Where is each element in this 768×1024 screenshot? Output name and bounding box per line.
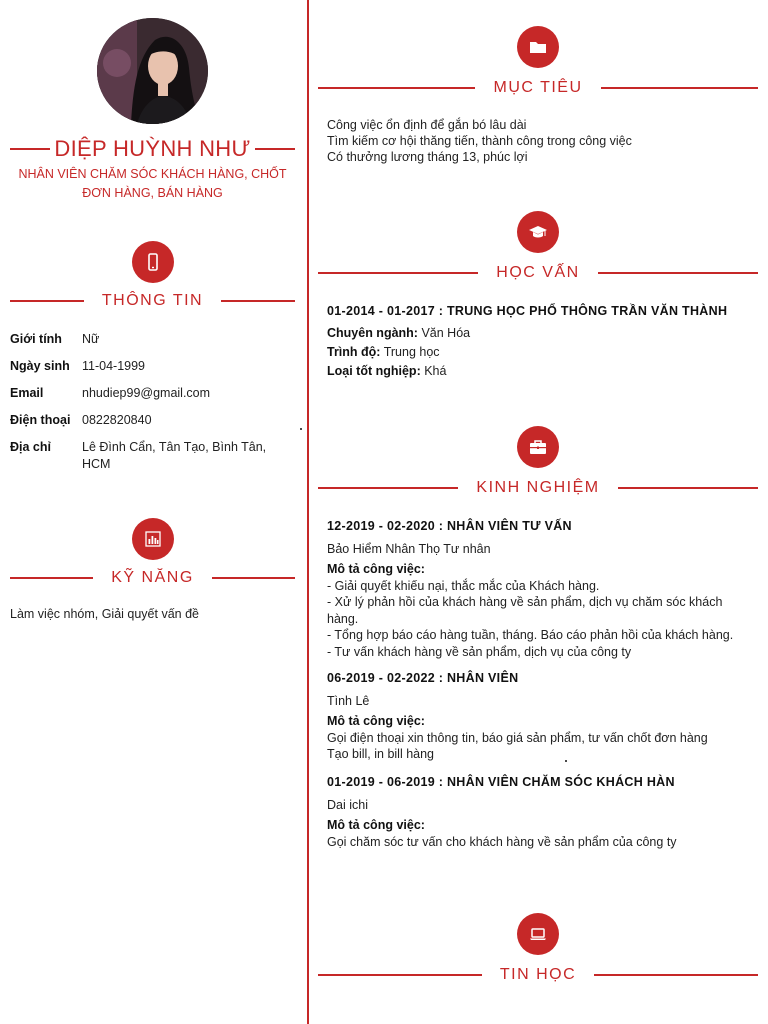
field-value: Văn Hóa (421, 326, 471, 340)
laptop-icon (517, 913, 559, 955)
education-grade (327, 362, 470, 381)
field-label: Loại tốt nghiệp: (327, 364, 421, 378)
info-row-address (10, 439, 295, 473)
job-company: Tình Lê (327, 694, 370, 708)
rule (598, 272, 758, 274)
rule (318, 272, 478, 274)
info-key: Ngày sinh (10, 359, 70, 373)
section-title-experience: KINH NGHIỆM (476, 479, 600, 496)
job-desc-label: Mô tả công việc: (327, 817, 425, 832)
job-desc-line: Gọi điện thoại xin thông tin, báo giá sản phẩm, tư vấn chốt đơn hàng (327, 730, 708, 745)
rule (10, 300, 84, 302)
field-label: Trình độ: (327, 345, 381, 359)
rule (10, 577, 93, 579)
rule (601, 87, 758, 89)
info-row-birthday (10, 358, 295, 375)
section-title-info: THÔNG TIN (101, 292, 204, 309)
job-desc-line: - Tổng hợp báo cáo hàng tuần, tháng. Báo cáo phản hồi của khách hàng. (327, 628, 734, 642)
info-key: Email (10, 386, 44, 400)
section-header-it (318, 964, 758, 986)
name-row (10, 136, 295, 162)
info-value: Lê Đình Cẩn, Tân Tạo, Bình Tân, HCM (82, 440, 267, 471)
section-title-objective: MỤC TIÊU (493, 79, 583, 96)
section-header-info (10, 290, 295, 312)
stray-dot (565, 760, 567, 762)
phone-icon (132, 241, 174, 283)
name-rule-right (255, 148, 295, 150)
info-table (10, 331, 295, 483)
column-divider (307, 0, 309, 1024)
avatar-photo (97, 18, 208, 124)
job-entry (327, 541, 747, 660)
job-desc-label: Mô tả công việc: (327, 561, 425, 576)
section-header-experience (318, 477, 758, 499)
info-value: 11-04-1999 (82, 359, 146, 373)
section-header-objective (318, 77, 758, 99)
job-heading: 06-2019 - 02-2022 : NHÂN VIÊN (327, 671, 519, 685)
education-heading: 01-2014 - 01-2017 : TRUNG HỌC PHỔ THÔNG TRẦN VĂN THÀNH (327, 304, 728, 318)
field-value: Khá (424, 364, 447, 378)
job-title: NHÂN VIÊN CHĂM SÓC KHÁCH HÀNG, CHỐT ĐƠN HÀNG, BÁN HÀNG (18, 167, 287, 200)
rule (221, 300, 295, 302)
rule (212, 577, 295, 579)
objective-list (327, 117, 632, 165)
section-title-it: TIN HỌC (499, 966, 577, 983)
briefcase-icon (517, 426, 559, 468)
education-level (327, 343, 470, 362)
info-row-phone (10, 412, 295, 429)
info-key: Điện thoại (10, 413, 71, 427)
name-rule-left (10, 148, 50, 150)
job-heading: 01-2019 - 06-2019 : NHÂN VIÊN CHĂM SÓC KHÁCH HÀN (327, 775, 675, 789)
stray-dot (300, 428, 302, 430)
job-company: Dai ichi (327, 798, 368, 812)
objective-item: Có thưởng lương tháng 13, phúc lợi (327, 150, 528, 164)
avatar (97, 18, 208, 124)
job-desc-line: Tạo bill, in bill hàng (327, 747, 435, 761)
section-title-skills: KỸ NĂNG (111, 569, 194, 586)
section-header-skills (10, 567, 295, 589)
job-desc-line: - Tư vấn khách hàng về sản phẩm, dịch vụ của công ty (327, 644, 632, 659)
rule (318, 487, 458, 489)
field-label: Chuyên ngành: (327, 326, 418, 340)
section-title-education: HỌC VẤN (496, 264, 580, 281)
candidate-name: DIỆP HUỲNH NHƯ (54, 136, 251, 161)
info-row-email (10, 385, 295, 402)
rule (318, 87, 475, 89)
education-details (327, 324, 470, 381)
info-value: nhudiep99@gmail.com (82, 386, 211, 400)
rule (594, 974, 758, 976)
info-key: Địa chỉ (10, 440, 51, 454)
field-value: Trung học (383, 345, 440, 359)
rule (318, 974, 482, 976)
job-entry (327, 693, 747, 763)
job-desc-line: - Xử lý phản hồi của khách hàng về sản phẩm, dịch vụ chăm sóc khách hàng. (327, 595, 723, 626)
job-desc-line: - Giải quyết khiếu nại, thắc mắc của Khách hàng. (327, 578, 600, 593)
info-row-gender (10, 331, 295, 348)
info-key: Giới tính (10, 332, 62, 346)
objective-item: Tìm kiếm cơ hội thăng tiến, thành công trong công việc (327, 134, 632, 148)
job-heading: 12-2019 - 02-2020 : NHÂN VIÊN TƯ VẤN (327, 519, 572, 533)
rule (618, 487, 758, 489)
education-major (327, 324, 470, 343)
folder-icon (517, 26, 559, 68)
job-company: Bảo Hiểm Nhân Thọ Tư nhân (327, 542, 491, 556)
bar-chart-icon (132, 518, 174, 560)
info-value: 0822820840 (82, 413, 152, 427)
objective-item: Công việc ổn định để gắn bó lâu dài (327, 118, 527, 132)
graduation-cap-icon (517, 211, 559, 253)
info-value: Nữ (82, 332, 100, 346)
job-desc-label: Mô tả công việc: (327, 713, 425, 728)
section-header-education (318, 262, 758, 284)
job-entry (327, 797, 747, 850)
skills-text: Làm việc nhóm, Giải quyết vấn đề (10, 607, 199, 621)
job-desc-line: Gọi chăm sóc tư vấn cho khách hàng về sản phẩm của công ty (327, 834, 677, 849)
